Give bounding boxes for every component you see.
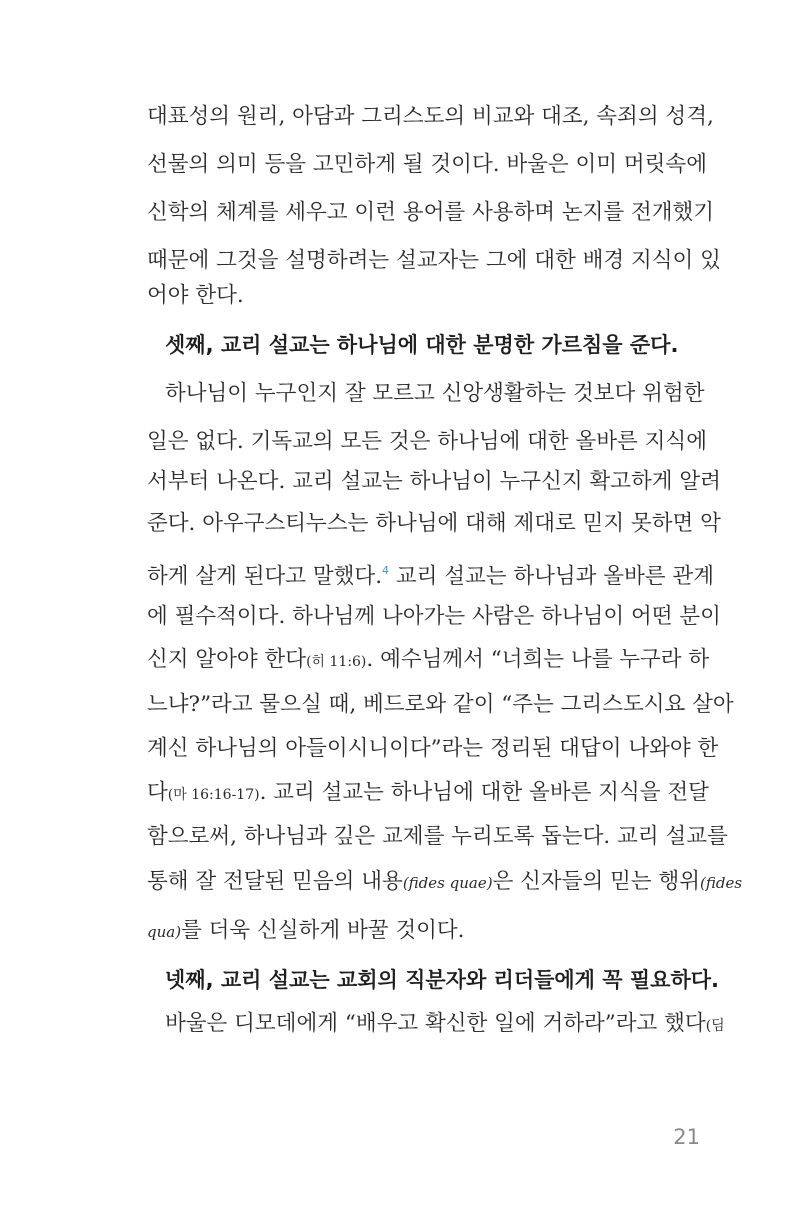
body-text: . 예수님께서 “너희는 나를 누구라 하 xyxy=(366,647,710,672)
body-line xyxy=(147,640,710,680)
body-line: 신학의 체계를 세우고 이런 용어를 사용하며 논지를 전개했기 xyxy=(147,200,715,225)
body-line: 계신 하나님의 아들이시니이다”라는 정리된 대답이 나와야 한 xyxy=(147,736,719,761)
body-text: 신지 알아야 한다 xyxy=(147,647,307,672)
scripture-citation: (딤 xyxy=(705,1018,725,1034)
section-heading: 넷째, 교리 설교는 교회의 직분자와 리더들에게 꼭 필요하다. xyxy=(165,968,719,992)
body-line xyxy=(147,911,700,951)
body-line xyxy=(147,773,709,813)
body-line: 서부터 나온다. 교리 설교는 하나님이 누구신지 확고하게 알려 xyxy=(147,469,721,494)
body-text: 를 더욱 신실하게 바꿀 것이다. xyxy=(181,918,465,943)
body-line: 대표성의 원리, 아담과 그리스도의 비교와 대조, 속죄의 성격, xyxy=(147,104,714,129)
body-text: 교리 설교는 하나님과 올바른 관계 xyxy=(389,564,714,589)
latin-term: (fides xyxy=(700,874,743,892)
body-line: 선물의 의미 등을 고민하게 될 것이다. 바울은 이미 머릿속에 xyxy=(147,152,707,177)
latin-term: (fides quae) xyxy=(402,874,493,892)
body-line xyxy=(165,1004,725,1044)
body-line: 느냐?”라고 물으실 때, 베드로와 같이 “주는 그리스도시요 살아 xyxy=(147,692,734,717)
page-number: 21 xyxy=(673,1125,700,1149)
body-text: 다 xyxy=(147,780,168,805)
footnote-marker[interactable]: 4 xyxy=(382,564,390,577)
scripture-citation: (마 16:16-17) xyxy=(167,787,260,803)
section-heading: 셋째, 교리 설교는 하나님에 대한 분명한 가르침을 준다. xyxy=(165,333,679,357)
body-text: 바울은 디모데에게 “배우고 확신한 일에 거하라”라고 했다 xyxy=(165,1011,706,1036)
body-line: 일은 없다. 기독교의 모든 것은 하나님에 대한 올바른 지식에 xyxy=(147,429,707,454)
latin-term: qua) xyxy=(147,923,182,941)
body-line xyxy=(147,551,714,591)
body-text: . 교리 설교는 하나님에 대한 올바른 지식을 전달 xyxy=(259,780,709,805)
body-line: 준다. 아우구스티누스는 하나님에 대해 제대로 믿지 못하면 악 xyxy=(147,511,721,536)
body-line: 어야 한다. xyxy=(147,283,244,308)
body-line: 때문에 그것을 설명하려는 설교자는 그에 대한 배경 지식이 있 xyxy=(147,248,721,273)
body-line: 에 필수적이다. 하나님께 나아가는 사람은 하나님이 어떤 분이 xyxy=(147,604,721,629)
body-line: 하나님이 누구인지 잘 모르고 신앙생활하는 것보다 위험한 xyxy=(165,381,705,406)
body-text: 하게 살게 된다고 말했다. xyxy=(147,564,383,589)
scripture-citation: (히 11:6) xyxy=(306,654,367,670)
body-text: 통해 잘 전달된 믿음의 내용 xyxy=(147,869,403,894)
body-line xyxy=(147,862,743,902)
body-line: 함으로써, 하나님과 깊은 교제를 누리도록 돕는다. 교리 설교를 xyxy=(147,824,728,849)
body-text: 은 신자들의 믿는 행위 xyxy=(492,869,700,894)
